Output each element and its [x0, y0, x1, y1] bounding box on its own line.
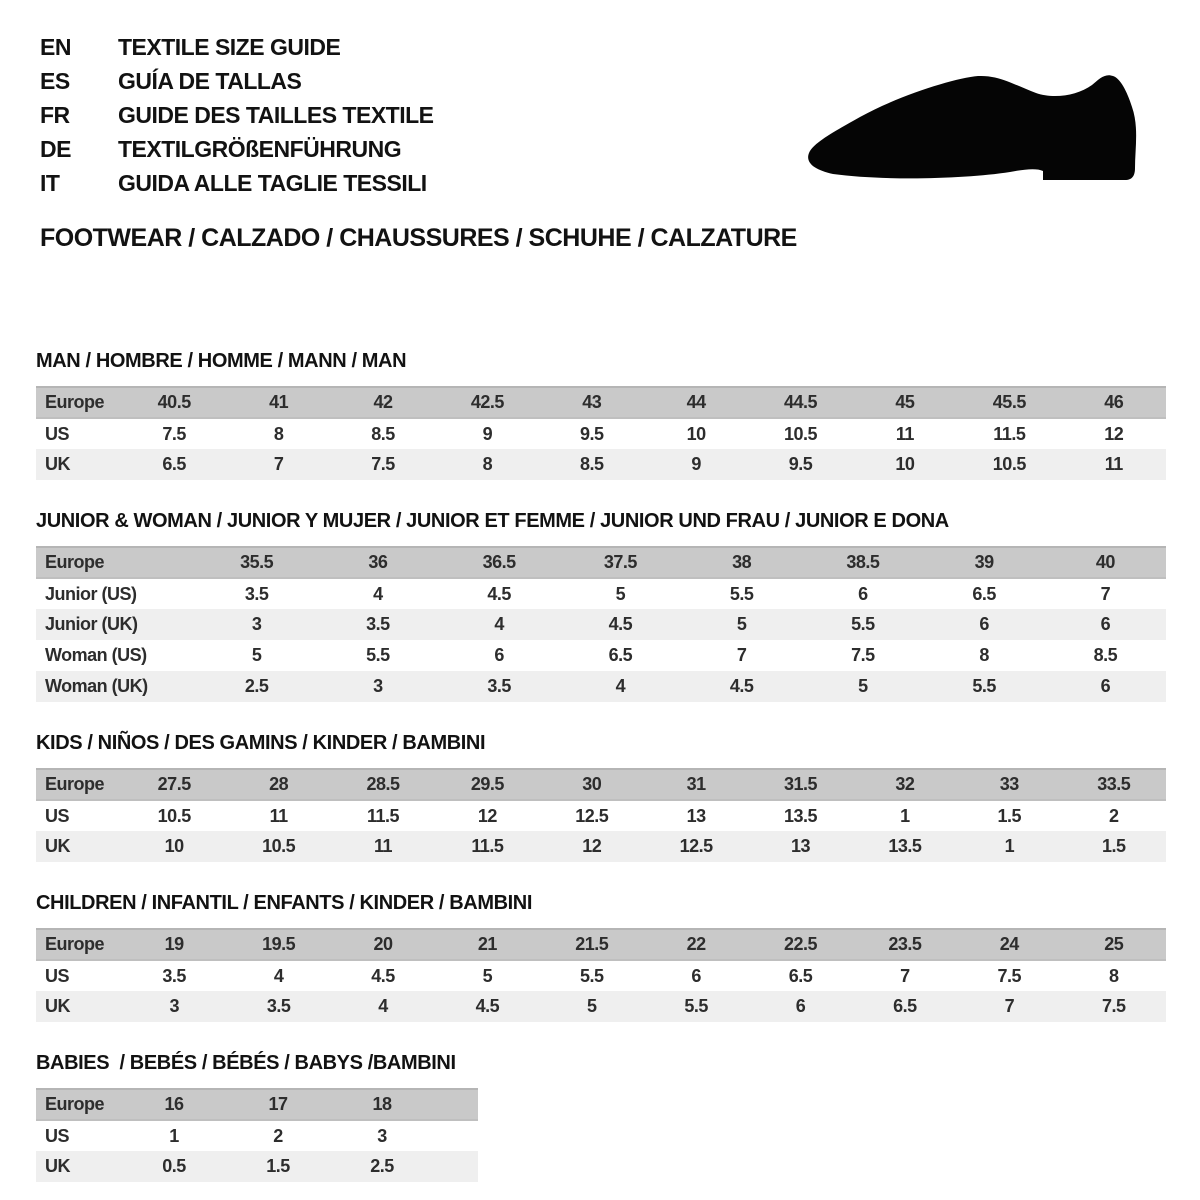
- size-cell: 7: [1100, 583, 1111, 604]
- size-cell: 41: [269, 392, 289, 412]
- language-code: ES: [40, 67, 70, 94]
- size-cell: 5.5: [729, 583, 754, 604]
- size-cell: 5: [615, 583, 626, 604]
- section-title-junior-woman: JUNIOR & WOMAN / JUNIOR Y MUJER / JUNIOR ET FEMME / JUNIOR UND FRAU / JUNIOR E DONA: [36, 510, 949, 532]
- size-cell: 45.5: [992, 392, 1026, 412]
- row-label: Europe: [45, 392, 105, 412]
- size-cell: 10: [164, 836, 184, 856]
- size-cell: 10: [895, 454, 915, 474]
- size-cell: 1.5: [997, 805, 1022, 826]
- size-cell: 44: [686, 392, 706, 412]
- size-cell: 7.5: [851, 645, 875, 665]
- size-cell: 5.5: [684, 996, 708, 1016]
- size-cell: 11: [269, 805, 288, 826]
- size-cell: 7: [273, 454, 284, 474]
- size-cell: 36.5: [482, 552, 516, 572]
- language-label: TEXTILGRÖßENFÜHRUNG: [118, 135, 402, 162]
- size-cell: 12.5: [679, 836, 713, 856]
- language-code: IT: [40, 169, 60, 196]
- size-section-junior-woman: [36, 510, 1200, 702]
- size-cell: 8: [273, 423, 284, 444]
- size-cell: 23.5: [888, 934, 922, 954]
- table-row-junior-woman-europe: [36, 547, 1166, 578]
- size-cell: 4: [273, 965, 284, 986]
- size-cell: 40.5: [157, 392, 191, 412]
- size-cell: 39: [974, 552, 994, 572]
- size-cell: 7: [1004, 996, 1015, 1016]
- size-cell: 3.5: [162, 965, 186, 986]
- size-cell: 8: [979, 645, 989, 665]
- size-cell: 8: [482, 454, 493, 474]
- size-cell: 8: [1109, 965, 1119, 986]
- size-cell: 13: [686, 805, 706, 826]
- size-cell: 6: [691, 965, 701, 986]
- size-cell: 6: [795, 996, 806, 1016]
- size-cell: 10: [686, 423, 706, 444]
- size-cell: 45: [895, 392, 915, 412]
- language-code: FR: [40, 101, 70, 128]
- table-row-man-europe: [36, 387, 1166, 418]
- size-cell: 4.5: [487, 583, 511, 604]
- row-label: US: [45, 423, 70, 444]
- table-row-junior-woman-woman-us: [36, 640, 1166, 671]
- table-row-man-us: [36, 418, 1166, 449]
- size-cell: 8.5: [1093, 645, 1118, 665]
- size-cell: 37.5: [603, 552, 637, 572]
- size-cell: 8.5: [579, 454, 604, 474]
- size-cell: 3: [169, 996, 179, 1016]
- table-row-junior-woman-woman-uk: [36, 671, 1166, 702]
- size-cell: 0.5: [162, 1156, 186, 1176]
- size-cell: 3.5: [266, 996, 291, 1016]
- size-cell: 19.5: [262, 934, 296, 954]
- size-cell: 5.5: [366, 645, 390, 665]
- shoe-silhouette-icon: [805, 68, 1142, 186]
- size-cell: 16: [164, 1094, 184, 1114]
- size-cell: 6.5: [893, 996, 917, 1016]
- size-cell: 11: [895, 423, 914, 444]
- empty-cell: [434, 1120, 478, 1151]
- size-cell: 5: [251, 645, 262, 665]
- table-row-kids-europe: [36, 769, 1166, 800]
- size-cell: 3.5: [487, 676, 511, 696]
- size-cell: 1: [900, 805, 910, 826]
- size-cell: 32: [895, 774, 915, 794]
- size-cell: 10.5: [157, 805, 191, 826]
- table-row-junior-woman-junior-uk: [36, 609, 1166, 640]
- size-cell: 19: [164, 934, 184, 954]
- size-cell: 7.5: [162, 423, 186, 444]
- size-cell: 5: [587, 996, 597, 1016]
- size-cell: 1: [1004, 836, 1015, 856]
- size-section-man: [36, 350, 1200, 480]
- empty-cell: [434, 1151, 478, 1182]
- size-cell: 5: [858, 676, 868, 696]
- size-cell: 9: [482, 423, 493, 444]
- row-label: Europe: [45, 774, 105, 794]
- size-cell: 38: [732, 552, 752, 572]
- size-table-man: [36, 386, 1166, 480]
- language-label: GUÍA DE TALLAS: [118, 67, 302, 94]
- size-cell: 4: [615, 676, 626, 696]
- size-table-junior-woman: [36, 546, 1166, 702]
- size-cell: 9.5: [579, 423, 604, 444]
- size-cell: 5.5: [579, 965, 604, 986]
- language-label: TEXTILE SIZE GUIDE: [118, 33, 341, 60]
- size-cell: 29.5: [470, 774, 504, 794]
- table-row-children-us: [36, 960, 1166, 991]
- size-cell: 12: [477, 805, 497, 826]
- size-cell: 31.5: [784, 774, 818, 794]
- size-cell: 8.5: [371, 423, 395, 444]
- table-row-children-europe: [36, 929, 1166, 960]
- size-cell: 22: [686, 934, 706, 954]
- size-cell: 33: [999, 774, 1019, 794]
- size-cell: 6.5: [788, 965, 813, 986]
- size-cell: 7.5: [371, 454, 395, 474]
- row-label: UK: [45, 1156, 70, 1176]
- table-row-babies-uk: [36, 1151, 478, 1182]
- size-cell: 2: [1109, 805, 1119, 826]
- size-cell: 17: [268, 1094, 288, 1114]
- size-cell: 1.5: [266, 1156, 290, 1176]
- size-cell: 10.5: [992, 454, 1026, 474]
- size-cell: 2.5: [370, 1156, 394, 1176]
- size-cell: 27.5: [157, 774, 191, 794]
- size-table-kids: [36, 768, 1166, 862]
- section-title-babies: BABIES / BEBÉS / BÉBÉS / BABYS /BAMBINI: [36, 1052, 456, 1074]
- size-cell: 11: [373, 836, 392, 856]
- row-label: Junior (US): [45, 583, 137, 604]
- size-cell: 6: [858, 583, 868, 604]
- size-cell: 13: [791, 836, 811, 856]
- table-row-babies-europe: [36, 1089, 478, 1120]
- size-cell: 7.5: [1101, 996, 1126, 1016]
- row-label: Woman (US): [45, 645, 147, 665]
- row-label: Europe: [45, 1094, 105, 1114]
- size-cell: 4.5: [475, 996, 500, 1016]
- size-cell: 25: [1104, 934, 1124, 954]
- size-cell: 3.5: [244, 583, 269, 604]
- size-cell: 6: [1100, 614, 1111, 634]
- size-tables: [0, 350, 1200, 1182]
- size-cell: 1.5: [1101, 836, 1126, 856]
- language-label: GUIDE DES TAILLES TEXTILE: [118, 101, 434, 128]
- size-cell: 4: [494, 614, 504, 634]
- size-section-babies: [36, 1052, 1200, 1182]
- size-cell: 46: [1104, 392, 1124, 412]
- size-cell: 30: [582, 774, 602, 794]
- size-cell: 36: [368, 552, 388, 572]
- size-cell: 22.5: [784, 934, 818, 954]
- size-cell: 13.5: [888, 836, 922, 856]
- size-cell: 4: [378, 996, 388, 1016]
- language-label: GUIDA ALLE TAGLIE TESSILI: [118, 169, 427, 196]
- table-row-children-uk: [36, 991, 1166, 1022]
- size-cell: 3: [251, 614, 262, 634]
- size-cell: 4.5: [371, 965, 395, 986]
- size-cell: 12: [582, 836, 602, 856]
- size-cell: 4.5: [729, 676, 754, 696]
- size-cell: 28: [269, 774, 289, 794]
- size-cell: 9: [691, 454, 701, 474]
- size-cell: 18: [372, 1094, 392, 1114]
- row-label: UK: [45, 836, 70, 856]
- header: [0, 0, 1200, 200]
- size-cell: 2: [273, 1125, 283, 1146]
- language-code: EN: [40, 33, 71, 60]
- size-cell: 6.5: [162, 454, 186, 474]
- row-label: US: [45, 805, 70, 826]
- row-label: UK: [45, 454, 70, 474]
- size-cell: 7: [900, 965, 910, 986]
- size-cell: 4.5: [608, 614, 633, 634]
- row-label: Europe: [45, 552, 105, 572]
- section-title-kids: KIDS / NIÑOS / DES GAMINS / KINDER / BAMBINI: [36, 732, 486, 754]
- size-table-children: [36, 928, 1166, 1022]
- size-cell: 42: [373, 392, 393, 412]
- size-cell: 6: [494, 645, 504, 665]
- size-cell: 24: [999, 934, 1019, 954]
- size-cell: 6: [979, 614, 989, 634]
- size-cell: 12.5: [575, 805, 609, 826]
- size-cell: 2.5: [244, 676, 269, 696]
- size-cell: 7: [736, 645, 747, 665]
- size-cell: 20: [373, 934, 393, 954]
- size-cell: 6.5: [972, 583, 996, 604]
- size-section-kids: [36, 732, 1200, 862]
- size-cell: 28.5: [366, 774, 400, 794]
- size-cell: 3.5: [366, 614, 390, 634]
- size-cell: 11.5: [366, 805, 399, 826]
- size-section-children: [36, 892, 1200, 1022]
- size-cell: 5.5: [851, 614, 875, 634]
- table-row-junior-woman-junior-us: [36, 578, 1166, 609]
- size-cell: 21.5: [575, 934, 609, 954]
- table-row-kids-uk: [36, 831, 1166, 862]
- size-cell: 6.5: [608, 645, 633, 665]
- size-cell: 11: [1104, 454, 1123, 474]
- section-title-man: MAN / HOMBRE / HOMME / MANN / MAN: [36, 350, 407, 372]
- size-cell: 40: [1095, 552, 1115, 572]
- size-cell: 11.5: [471, 836, 504, 856]
- size-cell: 44.5: [784, 392, 818, 412]
- size-cell: 10.5: [784, 423, 818, 444]
- size-cell: 6: [1100, 676, 1111, 696]
- category-heading: FOOTWEAR / CALZADO / CHAUSSURES / SCHUHE / CALZATURE: [40, 224, 797, 252]
- row-label: UK: [45, 996, 70, 1016]
- row-label: Europe: [45, 934, 105, 954]
- empty-cell: [434, 1089, 478, 1120]
- row-label: Woman (UK): [45, 676, 148, 696]
- size-cell: 5: [736, 614, 747, 634]
- row-label: Junior (UK): [45, 614, 138, 634]
- size-cell: 13.5: [784, 805, 818, 826]
- table-row-man-uk: [36, 449, 1166, 480]
- table-row-kids-us: [36, 800, 1166, 831]
- size-cell: 31: [686, 774, 706, 794]
- size-cell: 11.5: [993, 423, 1026, 444]
- size-cell: 42.5: [470, 392, 504, 412]
- table-row-babies-us: [36, 1120, 478, 1151]
- size-table-babies: [36, 1088, 478, 1182]
- size-cell: 3: [377, 1125, 387, 1146]
- section-title-children: CHILDREN / INFANTIL / ENFANTS / KINDER / BAMBINI: [36, 892, 532, 914]
- size-cell: 12: [1104, 423, 1124, 444]
- row-label: US: [45, 965, 70, 986]
- size-cell: 5.5: [972, 676, 996, 696]
- size-cell: 3: [373, 676, 383, 696]
- row-label: US: [45, 1125, 70, 1146]
- size-cell: 35.5: [240, 552, 274, 572]
- language-code: DE: [40, 135, 71, 162]
- size-cell: 43: [582, 392, 602, 412]
- size-cell: 21: [477, 934, 497, 954]
- size-cell: 10.5: [262, 836, 296, 856]
- language-title-row-en: [40, 30, 1200, 64]
- size-cell: 33.5: [1097, 774, 1131, 794]
- size-cell: 9.5: [788, 454, 813, 474]
- size-cell: 4: [373, 583, 383, 604]
- size-cell: 7.5: [997, 965, 1022, 986]
- size-cell: 5: [482, 965, 493, 986]
- size-cell: 38.5: [846, 552, 880, 572]
- size-cell: 1: [169, 1125, 179, 1146]
